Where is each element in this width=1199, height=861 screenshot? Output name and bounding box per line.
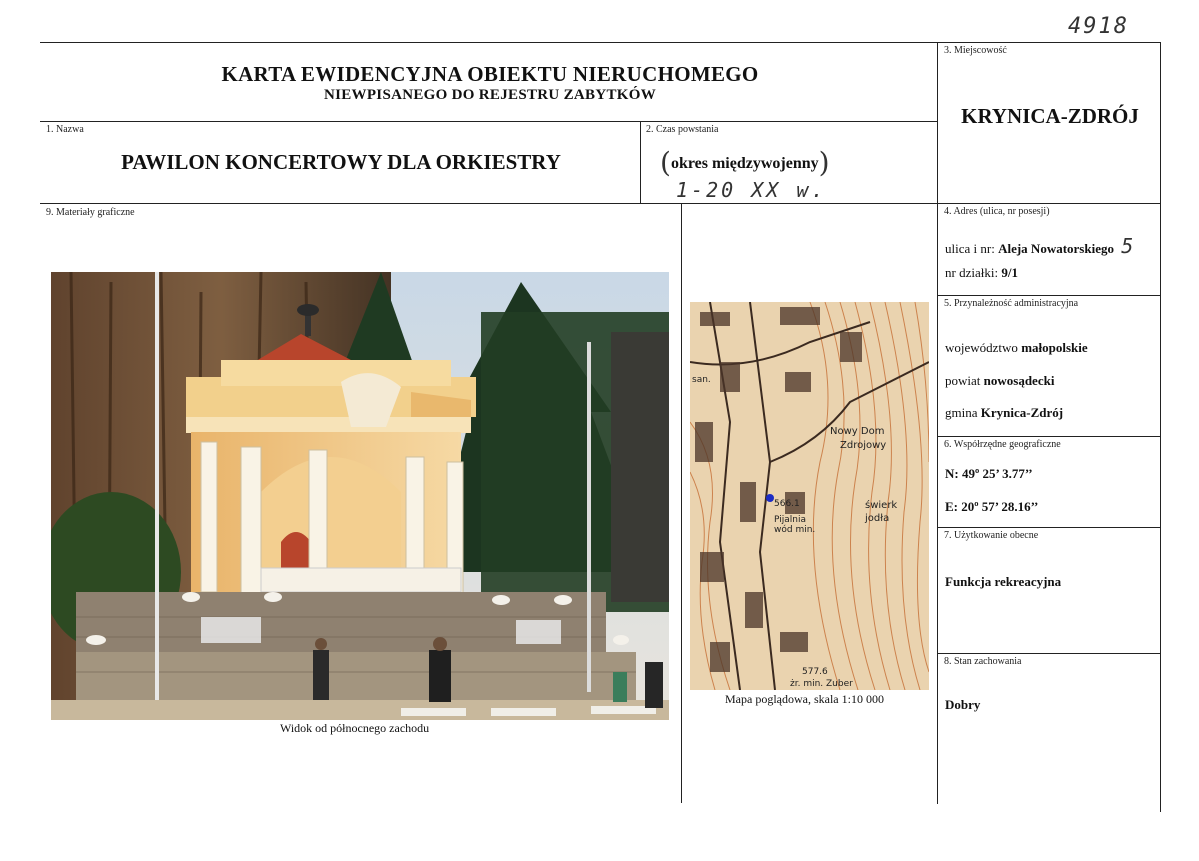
period-label: 2. Czas powstania bbox=[646, 124, 719, 135]
map-label: san. bbox=[692, 375, 711, 385]
admin-top-line bbox=[938, 295, 1160, 296]
graphics-label: 9. Materiały graficzne bbox=[46, 207, 135, 218]
usage-value: Funkcja rekreacyjna bbox=[945, 574, 1062, 589]
commune-value: Krynica-Zdrój bbox=[980, 405, 1064, 420]
voivodeship-label: województwo bbox=[945, 340, 1018, 355]
paren-close-icon: ) bbox=[818, 146, 830, 179]
pavilion-photo bbox=[51, 272, 669, 720]
map-label: wód min. bbox=[774, 525, 816, 535]
plot-line bbox=[945, 265, 1018, 281]
street-value: Aleja Nowatorskiego bbox=[998, 241, 1114, 256]
handwritten-id: 4918 bbox=[1068, 14, 1129, 39]
card-title: KARTA EWIDENCYJNA OBIEKTU NIERUCHOMEGO bbox=[221, 62, 759, 86]
top-border bbox=[40, 42, 1160, 43]
map-label: Zdrojowy bbox=[840, 440, 887, 451]
coords-label: 6. Współrzędne geograficzne bbox=[944, 439, 1061, 450]
location-map bbox=[690, 302, 929, 690]
county-value: nowosądecki bbox=[983, 373, 1055, 388]
period-text: okres międzywojenny bbox=[670, 155, 819, 172]
commune-line bbox=[945, 405, 1063, 421]
period-value bbox=[660, 146, 920, 179]
period-handwritten: 1-20 XX w. bbox=[676, 178, 827, 202]
admin-label: 5. Przynależność administracyjna bbox=[944, 298, 1079, 309]
voivodeship-line bbox=[945, 340, 1088, 356]
object-name: PAWILON KONCERTOWY DLA ORKIESTRY bbox=[121, 150, 561, 174]
county-label: powiat bbox=[945, 373, 981, 388]
condition-top-line bbox=[938, 653, 1160, 654]
photo-caption: Widok od północnego zachodu bbox=[280, 721, 430, 735]
longitude: E: 20º 57’ 28.16’’ bbox=[945, 499, 1039, 514]
map-label: żr. min. Zuber bbox=[790, 679, 853, 689]
county-line bbox=[945, 373, 1054, 389]
map-caption: Mapa poglądowa, skala 1:10 000 bbox=[725, 692, 884, 706]
usage-top-line bbox=[938, 527, 1160, 528]
map-label: 577.6 bbox=[802, 667, 828, 677]
paren-open-icon: ( bbox=[660, 146, 671, 179]
card-subtitle: NIEWPISANEGO DO REJESTRU ZABYTKÓW bbox=[323, 87, 657, 103]
map-label: Nowy Dom bbox=[830, 426, 885, 437]
section-line bbox=[40, 203, 1160, 204]
usage-label: 7. Użytkowanie obecne bbox=[944, 530, 1039, 541]
latitude: N: 49º 25’ 3.77’’ bbox=[945, 466, 1033, 481]
map-label: 566.1 bbox=[774, 499, 800, 509]
map-label: Pijalnia bbox=[774, 515, 806, 525]
commune-label: gmina bbox=[945, 405, 978, 420]
name-label: 1. Nazwa bbox=[46, 124, 84, 135]
condition-label: 8. Stan zachowania bbox=[944, 656, 1022, 667]
map-divider bbox=[681, 203, 682, 803]
locality-label: 3. Miejscowość bbox=[944, 45, 1007, 56]
name-period-divider bbox=[640, 121, 641, 204]
locality-value: KRYNICA-ZDRÓJ bbox=[961, 104, 1139, 128]
address-label: 4. Adres (ulica, nr posesji) bbox=[944, 206, 1050, 217]
coords-top-line bbox=[938, 436, 1160, 437]
plot-value: 9/1 bbox=[1001, 265, 1018, 280]
voivodeship-value: małopolskie bbox=[1021, 340, 1088, 355]
right-edge bbox=[1160, 42, 1161, 812]
street-handwritten-number: 5 bbox=[1121, 234, 1134, 258]
street-line bbox=[945, 234, 1133, 258]
condition-value: Dobry bbox=[945, 697, 981, 712]
map-label: świerk bbox=[865, 500, 898, 511]
plot-label: nr działki: bbox=[945, 265, 999, 280]
right-column-divider bbox=[937, 42, 938, 804]
map-label: jodła bbox=[865, 513, 890, 524]
header-bottom-line bbox=[40, 121, 938, 122]
street-label: ulica i nr: bbox=[945, 241, 995, 256]
